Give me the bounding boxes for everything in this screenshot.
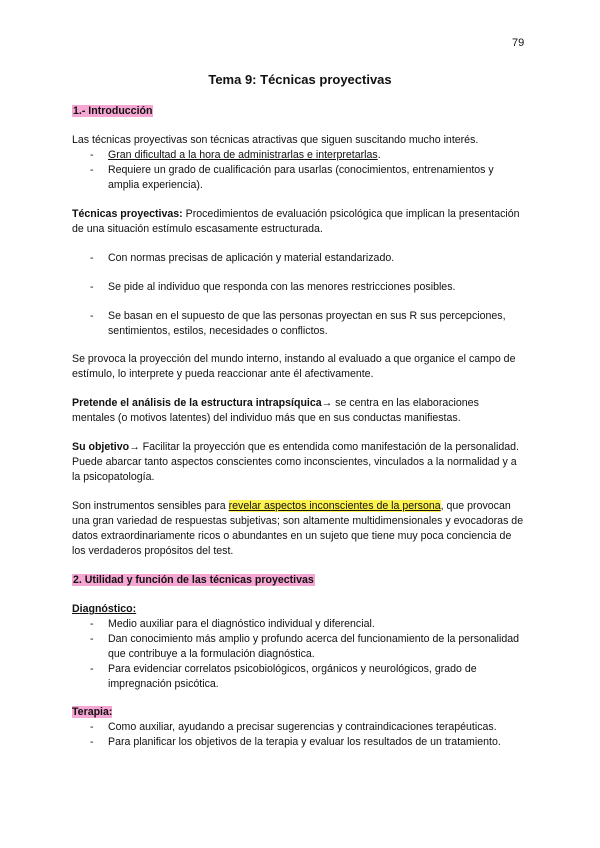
diagnostico-list: [72, 617, 524, 692]
definition-text: Procedimientos de evaluación psicológica que implican la presentación de una situación estímulo escasamente estructurada.: [72, 208, 520, 235]
pretende-block: [72, 396, 524, 426]
highlighted-phrase: revelar aspectos inconscientes de la persona: [228, 500, 441, 512]
section-2-heading: 2. Utilidad y función de las técnicas proyectivas: [73, 574, 314, 586]
definition-block: [72, 207, 524, 237]
pretende-text: → se centra en las elaboraciones mentales (o motivos latentes) del individuo más que en sus conductas manifiestas.: [72, 397, 479, 424]
intro-list: [72, 148, 524, 193]
list-item: - Gran dificultad a la hora de administrarlas e interpretarlas.: [72, 148, 524, 163]
definition-term: Técnicas proyectivas:: [72, 208, 183, 220]
diagnostico-block: [72, 602, 524, 692]
def-item-2-block: [72, 280, 524, 295]
definition-paragraph: [72, 207, 524, 237]
objetivo-text: → Facilitar la proyección que es entendida como manifestación de la personalidad. Puede abarcar tanto aspectos conscientes como inconscientes, vinculados a la normalidad y a la psicopatología.: [72, 441, 519, 483]
terapia-list: [72, 720, 524, 750]
def-item-3-block: [72, 309, 524, 339]
list-item: - Se pide al individuo que responda con las menores restricciones posibles.: [72, 280, 524, 295]
objetivo-term: Su objetivo: [72, 441, 130, 453]
terapia-heading: Terapia:: [72, 706, 113, 718]
pretende-paragraph: [72, 396, 524, 426]
instrumentos-block: [72, 499, 524, 559]
section-1-heading: 1.- Introducción: [73, 105, 153, 117]
page-number: 79: [512, 37, 525, 49]
proyeccion-block: [72, 352, 524, 382]
list-item: - Dan conocimiento más amplio y profundo acerca del funcionamiento de la personalidad que contribuye a la formulación diagnóstica.: [72, 632, 524, 662]
proyeccion-paragraph: Se provoca la proyección del mundo interno, instando al evaluado a que organice el campo de estímulo, lo interprete y pueda reaccionar ante él afectivamente.: [72, 353, 516, 380]
diagnostico-heading: Diagnóstico:: [72, 603, 137, 615]
list-item: - Medio auxiliar para el diagnóstico individual y diferencial.: [72, 617, 524, 632]
terapia-block: [72, 705, 524, 750]
objetivo-paragraph: [72, 440, 524, 485]
list-item: - Como auxiliar, ayudando a precisar sugerencias y contraindicaciones terapéuticas.: [72, 720, 524, 735]
intro-paragraph: Las técnicas proyectivas son técnicas atractivas que siguen suscitando mucho interés.: [72, 134, 479, 146]
section-1-heading-block: [72, 104, 524, 119]
list-item: - Con normas precisas de aplicación y material estandarizado.: [72, 251, 524, 266]
objetivo-block: [72, 440, 524, 485]
intro-block: [72, 133, 524, 193]
section-2-heading-block: [72, 573, 524, 588]
list-item: - Para planificar los objetivos de la terapia y evaluar los resultados de un tratamiento.: [72, 735, 524, 750]
def-item-1-block: [72, 251, 524, 266]
list-item: - Se basan en el supuesto de que las personas proyectan en sus R sus percepciones, sentimientos, estilos, necesidades o conflictos.: [72, 309, 524, 339]
document-title: Tema 9: Técnicas proyectivas: [208, 72, 392, 87]
list-item: - Para evidenciar correlatos psicobiológicos, orgánicos y neurológicos, grado de impregnación psicótica.: [72, 662, 524, 692]
instrumentos-paragraph: Son instrumentos sensibles para revelar aspectos inconscientes de la persona, que provocan una gran variedad de respuestas subjetivas; son altamente multidimensionales y evocadoras de datos extraordinariamente ricos o abundantes en un sujeto que tiene muy poca conciencia de los verdaderos propósitos del test.: [72, 500, 524, 557]
list-item: - Requiere un grado de cualificación para usarlas (conocimientos, entrenamientos y amplia experiencia).: [72, 163, 524, 193]
pretende-term: Pretende el análisis de la estructura intrapsíquica: [72, 397, 322, 409]
